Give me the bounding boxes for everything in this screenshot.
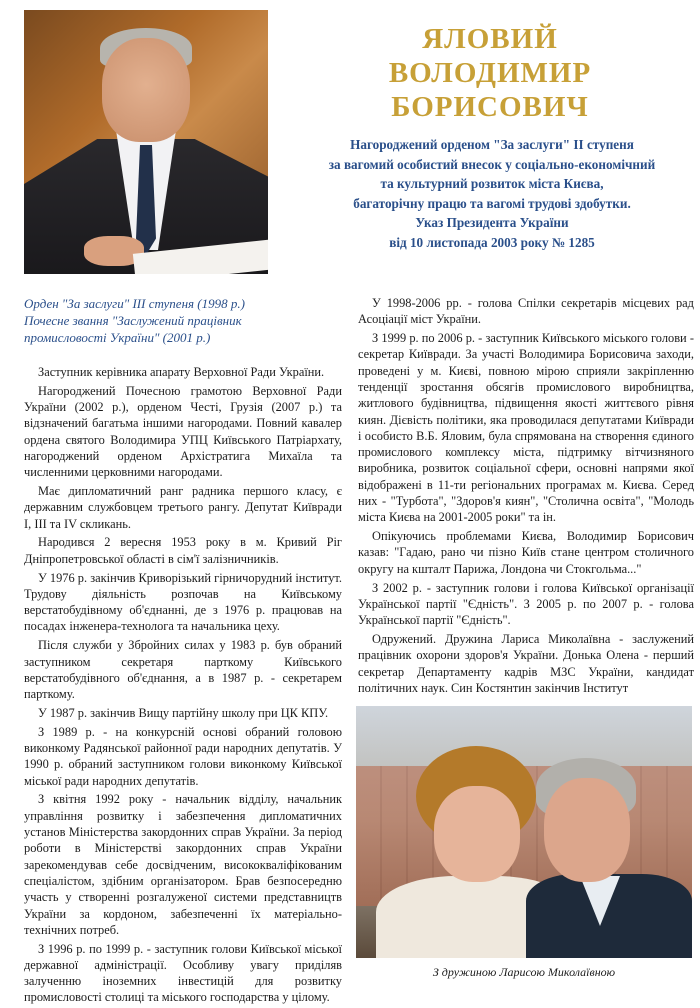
- paragraph: Одружений. Дружина Лариса Миколаївна - заслужений працівник охорони здоров'я України. Донька Олена - перший секретар Департаменту кадрів МЗС України, кандидат політичних наук. Син Костянтин закінчив Інститут: [358, 631, 694, 695]
- person-surname: ЯЛОВИЙ: [422, 23, 558, 55]
- award-line: від 10 листопада 2003 року № 1285: [389, 234, 595, 250]
- paragraph: З 1996 р. по 1999 р. - заступник голови Київської міської державної адміністрації. Особливу увагу приділяв залученню іноземних інвестицій для розвитку промисловості столиці та міського господарства у цілому.: [24, 941, 342, 1005]
- paragraph: Опікуючись проблемами Києва, Володимир Борисович казав: "Гадаю, рано чи пізно Київ стане центром столичного округу на кшталт Парижа, Лондона чи Стокгольма...": [358, 529, 694, 576]
- paragraph: Має дипломатичний ранг радника першого класу, є державним службовцем третього рангу. Депутат Київради I, III та IV скликань.: [24, 484, 342, 531]
- paragraph: У 1976 р. закінчив Криворізький гірничорудний інститут. Трудову діяльність розпочав на Київському верстатобудівному об'єднанні, де з 1976 р. працював на посадах інженера-технолога та начальника цеху.: [24, 570, 342, 634]
- award-line: Нагороджений орденом "За заслуги" II ступеня: [350, 137, 634, 152]
- paragraph: У 1998-2006 рр. - голова Спілки секретарів місцевих рад Асоціації міст України.: [358, 296, 694, 327]
- biography-right-column: [358, 295, 694, 699]
- person-given-names: ВОЛОДИМИР БОРИСОВИЧ: [388, 57, 592, 123]
- biography-left-column: [24, 364, 342, 1008]
- award-line: та культурний розвиток міста Києва,: [380, 176, 604, 191]
- paragraph: Після служби у Збройних силах у 1983 р. був обраний заступником секретаря парткому Київського верстатобудівного об'єднання, а в 1987 р. - секретарем парткому.: [24, 638, 342, 702]
- photo-caption: З дружиною Ларисою Миколаївною: [432, 965, 616, 979]
- couple-photo: [356, 706, 692, 958]
- honors-list: [24, 295, 344, 346]
- paragraph: З квітня 1992 року - начальник відділу, начальник управління розвитку і забезпечення дипломатичних установ Міністерства закордонних справ України. За період роботи в Міністерстві закордонних справ України зарекомендував себе досвідченим, висококваліфікованим спеціалістом, здібним організатором. Брав безпосередню участь у створенні розгалуженої системи представництв України за кордоном, забезпеченні їх матеріально-технічних потреб.: [24, 792, 342, 937]
- award-statement: [300, 135, 684, 252]
- paragraph: Народився 2 вересня 1953 року в м. Кривий Ріг Дніпропетровської області в сім'ї залізничників.: [24, 535, 342, 566]
- honor-line: промисловості України" (2001 р.): [24, 330, 211, 345]
- paragraph: У 1987 р. закінчив Вищу партійну школу при ЦК КПУ.: [38, 705, 329, 720]
- paragraph: З 1999 р. по 2006 р. - заступник Київського міського голови - секретар Київради. За участі Володимира Борисовича заходи, проведені у м. Києві, повною мірою сприяли закріпленню тенденції зростання обсягів промислового виробництва, житлового будівництва, підвищення якості життєвого рівня киян. Дієвість політики, яка проводилася депутатами Київради і особисто В.Б. Яловим, була спрямована на створення єдиного промислового комплексу міста, підтримку вітчизняного виробника, розвиток соціальної сфери, основні напрями якої відображені в 11-ти регіональних програмах м. Києва. Серед них - "Турбота", "Здоров'я киян", "Столична освіта", "Молодь міста Києва на 2001-2005 роки" та ін.: [358, 331, 694, 525]
- award-line: багаторічну працю та вагомі трудові здобутки.: [353, 195, 631, 211]
- honor-line: Почесне звання "Заслужений працівник: [24, 313, 242, 328]
- paragraph: З 1989 р. - на конкурсній основі обраний головою виконкому Радянської районної ради народних депутатів. У 1990 р. обраний заступником голови виконкому Київської міської ради народних депутатів.: [24, 724, 342, 788]
- honor-line: Орден "За заслуги" III ступеня (1998 р.): [24, 296, 245, 311]
- paragraph: Заступник керівника апарату Верховної Ради України.: [38, 365, 325, 379]
- paragraph: З 2002 р. - заступник голови і голова Київської організації Української партії "Єдність". З 2005 р. по 2007 р. - голова Української партії "Єдність".: [358, 580, 694, 628]
- portrait-photo: [24, 10, 268, 274]
- paragraph: Нагороджений Почесною грамотою Верховної Ради України (2002 р.), орденом Честі, Грузія (2007 р.) та відзначений багатьма іншими нагородами. Повний кавалер ордена святого Володимира УПЦ Київського Патріархату, нагороджений орденом Архістратига Михаїла та численними церковними нагородами.: [24, 383, 342, 480]
- award-line: Указ Президента України: [415, 215, 569, 230]
- award-line: за вагомий особистий внесок у соціально-економічний: [328, 156, 656, 172]
